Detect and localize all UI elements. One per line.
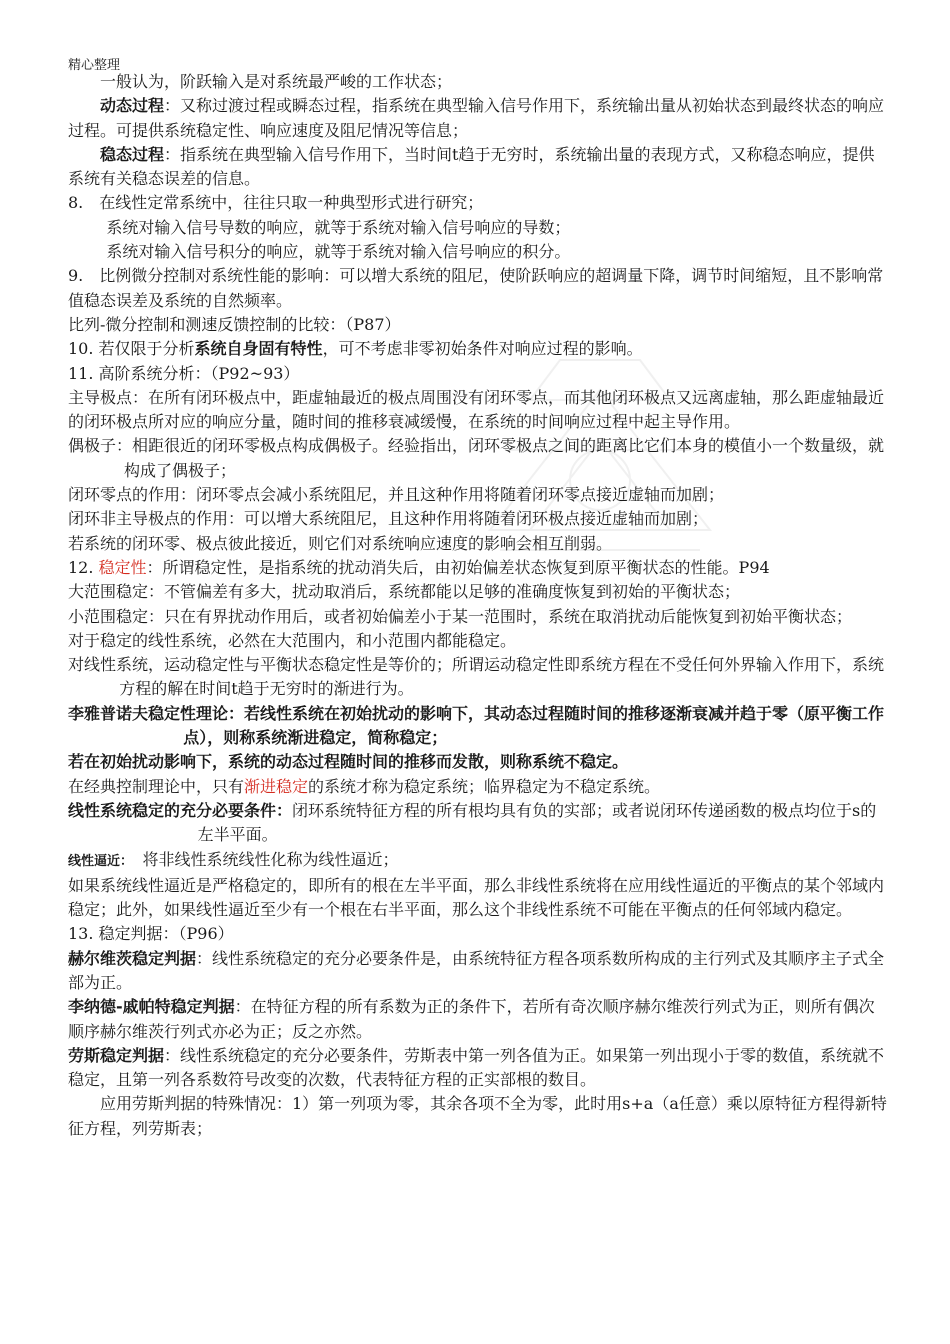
term: 赫尔维茨稳定判据 bbox=[68, 948, 197, 968]
paragraph: 小范围稳定：只在有界扰动作用后，或者初始偏差小于某一范围时，系统在取消扰动后能恢复到初始平衡状态； bbox=[68, 606, 853, 626]
paragraph: 偶极子：相距很近的闭环零极点构成偶极子。经验指出，闭环零极点之间的距离比它们本身的模值小一个数量级，就构成了偶极子； bbox=[68, 436, 885, 480]
paragraph: 若系统的闭环零、极点彼此接近，则它们对系统响应速度的影响会相互削弱。 bbox=[68, 533, 613, 553]
paragraph: 11. 高阶系统分析：（P92~93） bbox=[68, 363, 300, 383]
paragraph: 8. 在线性定常系统中，往往只取一种典型形式进行研究； bbox=[68, 193, 484, 213]
paragraph bbox=[68, 94, 888, 143]
document-body bbox=[68, 70, 888, 1141]
paragraph: 大范围稳定：不管偏差有多大，扰动取消后，系统都能以足够的准确度恢复到初始的平衡状态； bbox=[68, 582, 741, 602]
term-definition: ：在特征方程的所有系数为正的条件下，若所有奇次顺序赫尔维茨行列式为正，则所有偶次顺序赫尔维茨行列式亦必为正；反之亦然。 bbox=[68, 997, 875, 1041]
term: 线性逼近： bbox=[68, 853, 127, 869]
text-run: 的系统才称为稳定系统；临界稳定为不稳定系统。 bbox=[308, 776, 661, 796]
paragraph bbox=[68, 775, 888, 799]
term: 动态过程 bbox=[100, 96, 165, 116]
paragraph: 闭环非主导极点的作用：可以增大系统阻尼，且这种作用将随着闭环极点接近虚轴而加剧； bbox=[68, 509, 709, 529]
paragraph bbox=[68, 995, 888, 1044]
term-definition: ：指系统在典型输入信号作用下，当时间t趋于无穷时，系统输出量的表现方式，又称稳态响应，提供系统有关稳态误差的信息。 bbox=[68, 144, 875, 189]
paragraph: 系统对输入信号导数的响应，就等于系统对输入信号响应的导数； bbox=[106, 217, 571, 237]
paragraph: 如果系统线性逼近是严格稳定的，即所有的根在左半平面，那么非线性系统将在应用线性逼近的平衡点的某个邻域内稳定；此外，如果线性逼近至少有一个根在右半平面，那么这个非线性系统不可能在平衡点的任何邻域内稳定。 bbox=[68, 875, 885, 920]
text-run: 10. 若仅限于分析 bbox=[68, 339, 195, 359]
paragraph bbox=[68, 799, 888, 848]
text-run: ：所谓稳定性，是指系统的扰动消失后，由初始偏差状态恢复到原平衡状态的性能。P94 bbox=[146, 557, 770, 577]
term-definition: 将非线性系统线性化称为线性逼近； bbox=[126, 849, 399, 869]
term-definition: ：又称过渡过程或瞬态过程，指系统在典型输入信号作用下，系统输出量从初始状态到最终状态的响应过程。可提供系统稳定性、响应速度及阻尼情况等信息； bbox=[68, 96, 885, 140]
paragraph bbox=[68, 947, 888, 996]
paragraph: 对于稳定的线性系统，必然在大范围内，和小范围内都能稳定。 bbox=[68, 630, 517, 650]
paragraph bbox=[68, 556, 888, 580]
paragraph: 闭环零点的作用：闭环零点会减小系统阻尼，并且这种作用将随着闭环零点接近虚轴而加剧； bbox=[68, 485, 725, 505]
paragraph: 比列-微分控制和测速反馈控制的比较：（P87） bbox=[68, 314, 401, 334]
text-run: 在经典控制理论中，只有 bbox=[68, 776, 245, 796]
term: 李纳德-戚帕特稳定判据 bbox=[68, 997, 235, 1017]
paragraph bbox=[68, 1044, 888, 1093]
paragraph bbox=[68, 143, 888, 192]
text-run: ，可不考虑非零初始条件对响应过程的影响。 bbox=[322, 339, 643, 359]
paragraph bbox=[68, 848, 888, 874]
paragraph: 系统对输入信号积分的响应，就等于系统对输入信号响应的积分。 bbox=[106, 242, 571, 262]
highlight-text: 渐进稳定 bbox=[244, 776, 309, 796]
paragraph: 应用劳斯判据的特殊情况：1）第一列项为零，其余各项不全为零，此时用s+a（a任意）乘以原特征方程得新特征方程，列劳斯表； bbox=[68, 1094, 887, 1138]
term: 线性系统稳定的充分必要条件： bbox=[68, 800, 293, 820]
paragraph: 主导极点：在所有闭环极点中，距虚轴最近的极点周围没有闭环零点，而其他闭环极点又远离虚轴，那么距虚轴最近的闭环极点所对应的响应分量，随时间的推移衰减缓慢，在系统的时间响应过程中起主导作用。 bbox=[68, 387, 885, 432]
text-run: 12. bbox=[68, 557, 99, 577]
paragraph: 对线性系统，运动稳定性与平衡状态稳定性是等价的；所谓运动稳定性即系统方程在不受任何外界输入作用下，系统方程的解在时间t趋于无穷时的渐进行为。 bbox=[68, 655, 885, 699]
paragraph: 若在初始扰动影响下，系统的动态过程随时间的推移而发散，则称系统不稳定。 bbox=[68, 752, 629, 772]
term-definition: ：线性系统稳定的充分必要条件，劳斯表中第一列各值为正。如果第一列出现小于零的数值，系统就不稳定，且第一列各系数符号改变的次数，代表特征方程的正实部根的数目。 bbox=[68, 1045, 885, 1090]
term-definition: 闭环系统特征方程的所有根均具有负的实部；或者说闭环传递函数的极点均位于s的左半平面。 bbox=[197, 800, 877, 845]
paragraph: 13. 稳定判据：（P96） bbox=[68, 924, 234, 944]
paragraph: 一般认为，阶跃输入是对系统最严峻的工作状态； bbox=[100, 72, 453, 91]
paragraph: 李雅普诺夫稳定性理论：若线性系统在初始扰动的影响下，其动态过程随时间的推移逐渐衰减并趋于零（原平衡工作点），则称系统渐进稳定，简称稳定； bbox=[68, 703, 885, 748]
highlight-text: 稳定性 bbox=[98, 557, 147, 577]
term: 劳斯稳定判据 bbox=[68, 1045, 165, 1065]
bold-text: 系统自身固有特性 bbox=[194, 339, 323, 359]
paragraph bbox=[68, 337, 888, 361]
page-header: 精心整理 bbox=[68, 58, 121, 73]
paragraph: 9. 比例微分控制对系统性能的影响：可以增大系统的阻尼，使阶跃响应的超调量下降，调节时间缩短，且不影响常值稳态误差及系统的自然频率。 bbox=[68, 266, 884, 310]
term: 稳态过程 bbox=[100, 144, 165, 164]
term-definition: ：线性系统稳定的充分必要条件是，由系统特征方程各项系数所构成的主行列式及其顺序主子式全部为正。 bbox=[68, 948, 885, 992]
